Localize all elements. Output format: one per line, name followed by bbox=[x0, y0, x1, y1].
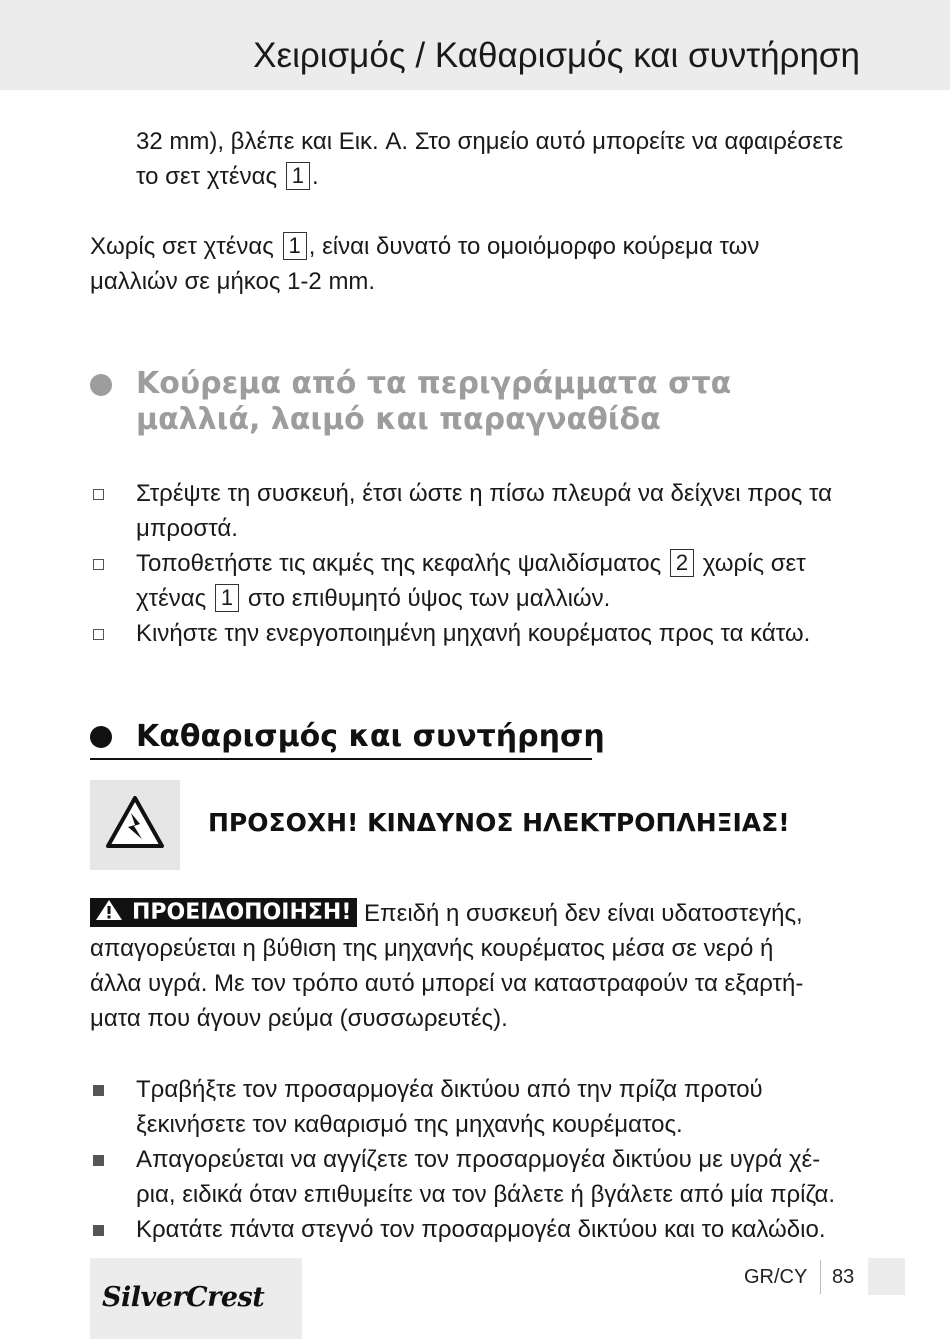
list-item bbox=[90, 1142, 870, 1212]
square-bullet-icon bbox=[93, 1155, 104, 1166]
warning-triangle-icon bbox=[94, 898, 124, 922]
list-item bbox=[90, 1212, 870, 1247]
section-underline bbox=[90, 758, 592, 760]
cleaning-bullet-list bbox=[90, 1072, 870, 1247]
section-contour-title-1: Κούρεμα από τα περιγράμματα στα bbox=[136, 366, 732, 401]
step-2-line-2 bbox=[136, 581, 870, 616]
warning-text-1: Επειδή η συσκευή δεν είναι υδατοστεγής, bbox=[364, 900, 803, 927]
intro-line-1: 32 mm), βλέπε και Εικ. A. Στο σημείο αυτό μπορείτε να αφαιρέσετε bbox=[136, 128, 844, 155]
contour-steps-list bbox=[90, 476, 870, 651]
intro-line-2-end: . bbox=[311, 163, 319, 190]
brand-logo bbox=[90, 1258, 302, 1339]
intro-line-2-text: το σετ χτένας bbox=[136, 163, 278, 190]
section-cleaning-heading bbox=[90, 719, 690, 759]
bullet-2-line-1: Απαγορεύεται να αγγίζετε τον προσαρμογέα δικτύου με υγρά χέ- bbox=[136, 1146, 821, 1173]
warning-label-text: ΠΡΟΕΙΔΟΠΟΙΗΣΗ! bbox=[132, 900, 352, 925]
warning-line-1 bbox=[90, 896, 860, 931]
step-1-line-2: μπροστά. bbox=[136, 515, 238, 542]
intro-line-2 bbox=[136, 159, 876, 194]
list-item bbox=[90, 546, 870, 616]
paragraph-2-line-1 bbox=[90, 229, 880, 264]
warning-line-2: απαγορεύεται η βύθιση της μηχανής κουρέματος μέσα σε νερό ή bbox=[90, 935, 774, 962]
warning-paragraph bbox=[90, 896, 860, 1036]
brand-name: SilverCrest bbox=[102, 1282, 265, 1313]
electric-hazard-icon bbox=[90, 780, 180, 870]
bullet-3-line-1: Κρατάτε πάντα στεγνό τον προσαρμογέα δικτύου και το καλώδιο. bbox=[136, 1216, 826, 1243]
paragraph-2 bbox=[90, 229, 880, 299]
footer-tab-marker bbox=[868, 1258, 905, 1295]
figure-ref-1: 1 bbox=[215, 584, 239, 612]
warning-label bbox=[90, 898, 357, 927]
figure-ref-1: 1 bbox=[286, 162, 310, 190]
paragraph-2-line-2: μαλλιών σε μήκος 1-2 mm. bbox=[90, 268, 376, 295]
bullet-dot-icon bbox=[90, 374, 112, 396]
header-band bbox=[0, 0, 950, 90]
step-2-text-a: Τοποθετήστε τις ακμές της κεφαλής ψαλιδίσματος bbox=[136, 550, 662, 577]
page-number: 83 bbox=[832, 1266, 855, 1288]
bullet-1-line-2: ξεκινήσετε τον καθαρισμό της μηχανής κουρέματος. bbox=[136, 1111, 683, 1138]
figure-ref-2: 2 bbox=[670, 549, 694, 577]
paragraph-2-text-b: , είναι δυνατό το ομοιόμορφο κούρεμα των bbox=[308, 233, 760, 260]
footer-divider bbox=[820, 1260, 821, 1294]
step-1-line-1: Στρέψτε τη συσκευή, έτσι ώστε η πίσω πλευρά να δείχνει προς τα bbox=[136, 480, 833, 507]
section-cleaning-title: Καθαρισμός και συντήρηση bbox=[136, 719, 605, 754]
checkbox-icon bbox=[93, 489, 104, 500]
section-contour-title-2: μαλλιά, λαιμό και παραγναθίδα bbox=[136, 402, 661, 437]
electric-hazard-box bbox=[90, 780, 180, 870]
list-item bbox=[90, 1072, 870, 1142]
language-code: GR/CY bbox=[744, 1266, 808, 1288]
step-2-text-d: στο επιθυμητό ύψος των μαλλιών. bbox=[247, 585, 611, 612]
square-bullet-icon bbox=[93, 1225, 104, 1236]
square-bullet-icon bbox=[93, 1085, 104, 1096]
bullet-2-line-2: ρια, ειδικά όταν επιθυμείτε να τον βάλετε ή βγάλετε από μία πρίζα. bbox=[136, 1181, 836, 1208]
bullet-1-line-1: Τραβήξτε τον προσαρμογέα δικτύου από την πρίζα προτού bbox=[136, 1076, 763, 1103]
bullet-dot-icon bbox=[90, 726, 112, 748]
step-2-line-1 bbox=[136, 546, 870, 581]
section-contour-heading bbox=[90, 366, 850, 446]
intro-paragraph bbox=[136, 124, 876, 194]
list-item bbox=[90, 616, 870, 651]
checkbox-icon bbox=[93, 629, 104, 640]
list-item bbox=[90, 476, 870, 546]
paragraph-2-text-a: Χωρίς σετ χτένας bbox=[90, 233, 274, 260]
step-2-text-c: χτένας bbox=[136, 585, 207, 612]
warning-line-4: ματα που άγουν ρεύμα (συσσωρευτές). bbox=[90, 1005, 508, 1032]
step-3-line-1: Κινήστε την ενεργοποιημένη μηχανή κουρέματος προς τα κάτω. bbox=[136, 620, 811, 647]
warning-line-3: άλλα υγρά. Με τον τρόπο αυτό μπορεί να καταστραφούν τα εξαρτή- bbox=[90, 970, 804, 997]
checkbox-icon bbox=[93, 559, 104, 570]
step-2-text-b: χωρίς σετ bbox=[702, 550, 806, 577]
danger-heading: ΠΡΟΣΟΧΗ! ΚΙΝΔΥΝΟΣ ΗΛΕΚΤΡΟΠΛΗΞΙΑΣ! bbox=[208, 808, 790, 837]
figure-ref-1: 1 bbox=[283, 232, 307, 260]
page-title: Χειρισμός / Καθαρισμός και συντήρηση bbox=[253, 36, 860, 75]
